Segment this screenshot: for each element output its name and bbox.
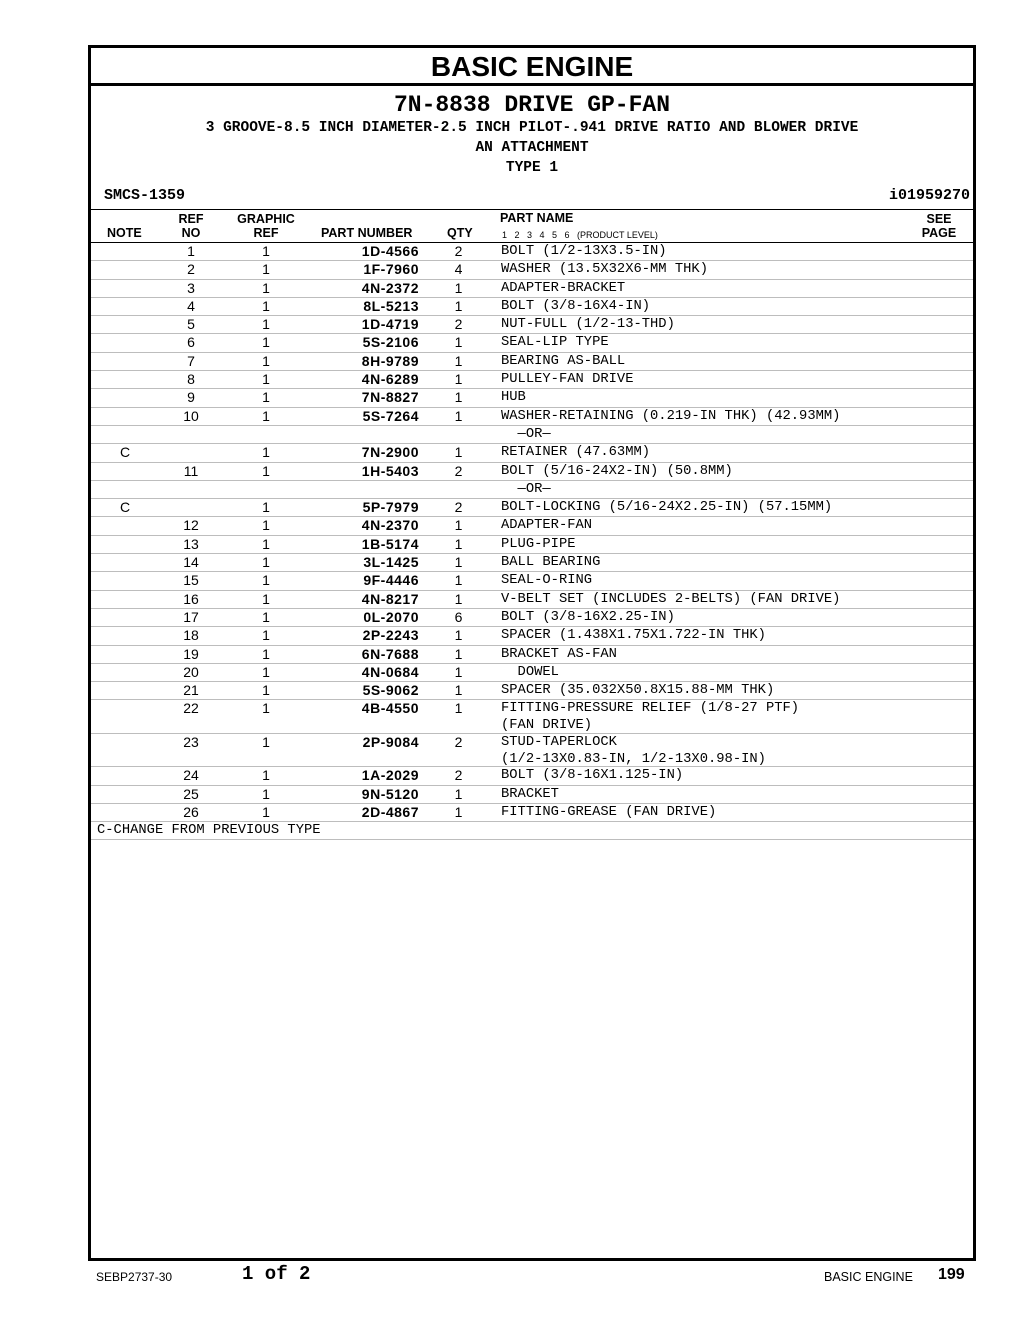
part-name-cell: SPACER (1.438X1.75X1.722-IN THK)	[501, 628, 766, 644]
ref-no-cell: 3	[187, 279, 195, 296]
part-name-cell: BALL BEARING	[501, 555, 601, 571]
table-row	[91, 804, 973, 822]
graphic-ref-cell: 1	[262, 590, 270, 607]
qty-cell: 1	[454, 352, 463, 369]
part-number-cell: 4B-4550	[361, 700, 419, 717]
table-row	[91, 353, 973, 371]
page-of: 1 of 2	[242, 1263, 311, 1285]
part-number-cell: 2D-4867	[361, 804, 419, 821]
part-name-cell: ADAPTER-FAN	[501, 518, 593, 534]
part-name-cell: BRACKET AS-FAN	[501, 646, 617, 662]
ref-no-cell: 24	[183, 767, 199, 784]
table-row	[91, 646, 973, 664]
part-name-cell: BOLT (5/16-24X2-IN) (50.8MM)	[501, 463, 733, 479]
table-row	[91, 517, 973, 535]
header-part-name: PART NAME	[500, 211, 574, 225]
graphic-ref-cell: 1	[262, 499, 270, 516]
qty-cell: 1	[454, 804, 463, 821]
part-name-cell: BOLT (3/8-16X2.25-IN)	[501, 609, 675, 625]
part-name-cell: BOLT (3/8-16X4-IN)	[501, 298, 651, 314]
qty-cell: 1	[454, 554, 463, 571]
ref-no-cell: 7	[187, 352, 195, 369]
part-number-cell: 2P-2243	[362, 627, 419, 644]
table-row	[91, 444, 973, 462]
part-name-cell: BRACKET	[501, 786, 559, 802]
subtitle-line: 3 GROOVE-8.5 INCH DIAMETER-2.5 INCH PILOT-.941 DRIVE RATIO AND BLOWER DRIVE	[205, 120, 859, 136]
note-cell: C	[119, 499, 131, 516]
header-product-level: 1 2 3 4 5 6 (PRODUCT LEVEL)	[502, 230, 658, 240]
part-number-cell: 5S-2106	[362, 334, 419, 351]
part-number-cell: 1D-4719	[361, 316, 419, 333]
ref-no-cell: 12	[183, 517, 199, 534]
ref-no-cell: 19	[183, 645, 199, 662]
qty-cell: 2	[454, 316, 463, 333]
part-number-cell: 5P-7979	[362, 499, 419, 516]
header-qty: QTY	[447, 226, 473, 240]
ref-no-cell: 11	[183, 462, 199, 479]
header-graphic-top: GRAPHIC	[237, 212, 295, 226]
part-name-cell: SEAL-LIP TYPE	[501, 335, 609, 351]
part-number-cell: 5S-7264	[362, 407, 419, 424]
ref-no-cell: 21	[183, 682, 199, 699]
table-row	[91, 389, 973, 407]
part-number-cell: 1F-7960	[363, 261, 419, 278]
doc-id: SEBP2737-30	[96, 1270, 173, 1284]
table-row	[91, 786, 973, 804]
qty-cell: 1	[454, 663, 463, 680]
part-name-cell: NUT-FULL (1/2-13-THD)	[501, 317, 675, 333]
part-number-cell: 4N-6289	[361, 371, 419, 388]
graphic-ref-cell: 1	[262, 334, 270, 351]
footnote: C-CHANGE FROM PREVIOUS TYPE	[91, 822, 973, 840]
table-row	[91, 426, 973, 444]
qty-cell: 4	[454, 261, 463, 278]
table-row	[91, 572, 973, 590]
table-row	[91, 591, 973, 609]
graphic-ref-cell: 1	[262, 767, 270, 784]
table-row	[91, 261, 973, 279]
table-row	[91, 536, 973, 554]
graphic-ref-cell: 1	[262, 572, 270, 589]
qty-cell: 1	[454, 572, 463, 589]
graphic-ref-cell: 1	[262, 444, 270, 461]
header-graphic-bottom: REF	[253, 226, 279, 240]
table-row	[91, 243, 973, 261]
table-header	[91, 209, 973, 243]
part-number-cell: 5S-9062	[362, 682, 419, 699]
part-name-cell: DOWEL	[501, 664, 559, 680]
part-name-cell: PLUG-PIPE	[501, 536, 576, 552]
part-name-cell: RETAINER (47.63MM)	[501, 445, 651, 461]
part-name-cell: FITTING-GREASE (FAN DRIVE)	[501, 805, 717, 821]
graphic-ref-cell: 1	[262, 279, 270, 296]
group-title: 7N-8838 DRIVE GP-FAN	[393, 92, 671, 118]
part-name-cell: FITTING-PRESSURE RELIEF (1/8-27 PTF) (FAN DRIVE)	[501, 701, 800, 734]
ref-no-cell: 9	[187, 389, 195, 406]
part-name-cell: —OR—	[501, 481, 551, 497]
part-name-cell: PULLEY-FAN DRIVE	[501, 372, 634, 388]
ref-no-cell: 17	[183, 608, 199, 625]
ref-no-cell: 16	[183, 590, 199, 607]
part-number-cell: 3L-1425	[363, 554, 419, 571]
table-row	[91, 371, 973, 389]
ref-no-cell: 13	[183, 535, 199, 552]
graphic-ref-cell: 1	[262, 682, 270, 699]
qty-cell: 1	[454, 700, 463, 717]
graphic-ref-cell: 1	[262, 627, 270, 644]
qty-cell: 2	[454, 499, 463, 516]
part-number-cell: 7N-2900	[361, 444, 419, 461]
header-see-bottom: PAGE	[921, 226, 957, 240]
table-row	[91, 767, 973, 785]
graphic-ref-cell: 1	[262, 352, 270, 369]
qty-cell: 1	[454, 444, 463, 461]
part-name-cell: STUD-TAPERLOCK (1/2-13X0.83-IN, 1/2-13X0.98-IN)	[501, 734, 766, 767]
table-row	[91, 499, 973, 517]
part-name-cell: WASHER-RETAINING (0.219-IN THK) (42.93MM)	[501, 408, 841, 424]
graphic-ref-cell: 1	[262, 663, 270, 680]
part-name-cell: SPACER (35.032X50.8X15.88-MM THK)	[501, 683, 775, 699]
ref-no-cell: 2	[187, 261, 195, 278]
code-row	[91, 187, 973, 209]
part-number-cell: 4N-8217	[361, 590, 419, 607]
graphic-ref-cell: 1	[262, 733, 270, 750]
part-name-cell: SEAL-O-RING	[501, 573, 593, 589]
qty-cell: 1	[454, 785, 463, 802]
part-number-cell: 9F-4446	[363, 572, 419, 589]
qty-cell: 6	[454, 608, 463, 625]
part-number-cell: 7N-8827	[361, 389, 419, 406]
graphic-ref-cell: 1	[262, 700, 270, 717]
header-note: NOTE	[107, 226, 142, 240]
graphic-ref-cell: 1	[262, 517, 270, 534]
table-row	[91, 463, 973, 481]
qty-cell: 1	[454, 279, 463, 296]
graphic-ref-cell: 1	[262, 261, 270, 278]
header-see-top: SEE	[926, 212, 952, 226]
ref-no-cell: 8	[187, 371, 195, 388]
part-name-cell: BOLT-LOCKING (5/16-24X2.25-IN) (57.15MM)	[501, 500, 833, 516]
table-row	[91, 481, 973, 499]
table-row	[91, 298, 973, 316]
ref-no-cell: 18	[183, 627, 199, 644]
table-row	[91, 554, 973, 572]
table-row	[91, 700, 973, 734]
header-ref-bottom: NO	[181, 226, 201, 240]
page-number: 199	[938, 1266, 965, 1283]
ref-no-cell: 26	[183, 804, 199, 821]
illustration-id: i01959270	[888, 187, 970, 204]
ref-no-cell: 23	[183, 733, 199, 750]
graphic-ref-cell: 1	[262, 243, 270, 259]
subtitle-line: AN ATTACHMENT	[475, 140, 589, 156]
part-number-cell: 4N-2370	[361, 517, 419, 534]
part-number-cell: 1H-5403	[361, 462, 419, 479]
header-ref-top: REF	[178, 212, 204, 226]
table-row	[91, 627, 973, 645]
part-name-cell: BOLT (1/2-13X3.5-IN)	[501, 244, 667, 259]
graphic-ref-cell: 1	[262, 608, 270, 625]
smcs-code: SMCS-1359	[104, 187, 186, 204]
graphic-ref-cell: 1	[262, 785, 270, 802]
page-footer	[0, 1263, 1020, 1293]
qty-cell: 1	[454, 590, 463, 607]
table-row	[91, 664, 973, 682]
table-row	[91, 682, 973, 700]
table-row	[91, 408, 973, 426]
parts-table	[91, 243, 973, 822]
ref-no-cell: 14	[183, 554, 199, 571]
part-number-cell: 1D-4566	[361, 243, 419, 259]
part-number-cell: 8H-9789	[361, 352, 419, 369]
qty-cell: 1	[454, 371, 463, 388]
table-row	[91, 734, 973, 768]
graphic-ref-cell: 1	[262, 804, 270, 821]
subtitle-line: TYPE 1	[505, 160, 559, 176]
graphic-ref-cell: 1	[262, 407, 270, 424]
page-frame	[88, 45, 976, 1261]
ref-no-cell: 4	[187, 297, 195, 314]
table-row	[91, 280, 973, 298]
ref-no-cell: 6	[187, 334, 195, 351]
qty-cell: 1	[454, 389, 463, 406]
qty-cell: 2	[454, 733, 463, 750]
part-number-cell: 0L-2070	[363, 608, 419, 625]
graphic-ref-cell: 1	[262, 645, 270, 662]
qty-cell: 1	[454, 297, 463, 314]
part-name-cell: —OR—	[501, 426, 551, 442]
ref-no-cell: 1	[187, 243, 195, 259]
part-number-cell: 8L-5213	[363, 297, 419, 314]
part-name-cell: V-BELT SET (INCLUDES 2-BELTS) (FAN DRIVE)	[501, 591, 841, 607]
graphic-ref-cell: 1	[262, 535, 270, 552]
graphic-ref-cell: 1	[262, 389, 270, 406]
qty-cell: 2	[454, 767, 463, 784]
footer-section: BASIC ENGINE	[824, 1270, 913, 1284]
ref-no-cell: 5	[187, 316, 195, 333]
graphic-ref-cell: 1	[262, 297, 270, 314]
table-row	[91, 609, 973, 627]
part-name-cell: BOLT (3/8-16X1.125-IN)	[501, 768, 684, 784]
ref-no-cell: 10	[183, 407, 199, 424]
qty-cell: 2	[454, 462, 463, 479]
qty-cell: 1	[454, 334, 463, 351]
table-row	[91, 316, 973, 334]
graphic-ref-cell: 1	[262, 462, 270, 479]
part-name-cell: BEARING AS-BALL	[501, 353, 626, 369]
section-title: BASIC ENGINE	[91, 48, 973, 86]
qty-cell: 1	[454, 645, 463, 662]
ref-no-cell: 15	[183, 572, 199, 589]
graphic-ref-cell: 1	[262, 554, 270, 571]
note-cell: C	[119, 444, 131, 461]
part-number-cell: 4N-2372	[361, 279, 419, 296]
ref-no-cell: 22	[183, 700, 199, 717]
graphic-ref-cell: 1	[262, 371, 270, 388]
part-name-cell: HUB	[501, 390, 526, 406]
part-number-cell: 1A-2029	[361, 767, 419, 784]
part-number-cell: 6N-7688	[361, 645, 419, 662]
ref-no-cell: 20	[183, 663, 199, 680]
part-name-cell: WASHER (13.5X32X6-MM THK)	[501, 262, 708, 278]
qty-cell: 2	[454, 243, 463, 259]
qty-cell: 1	[454, 627, 463, 644]
header-part-number: PART NUMBER	[321, 226, 413, 240]
part-number-cell: 1B-5174	[361, 535, 419, 552]
part-number-cell: 2P-9084	[362, 733, 419, 750]
ref-no-cell: 25	[183, 785, 199, 802]
qty-cell: 1	[454, 535, 463, 552]
qty-cell: 1	[454, 517, 463, 534]
part-name-cell: ADAPTER-BRACKET	[501, 280, 626, 296]
qty-cell: 1	[454, 682, 463, 699]
qty-cell: 1	[454, 407, 463, 424]
part-number-cell: 9N-5120	[361, 785, 419, 802]
table-row	[91, 334, 973, 352]
graphic-ref-cell: 1	[262, 316, 270, 333]
part-number-cell: 4N-0684	[361, 663, 419, 680]
